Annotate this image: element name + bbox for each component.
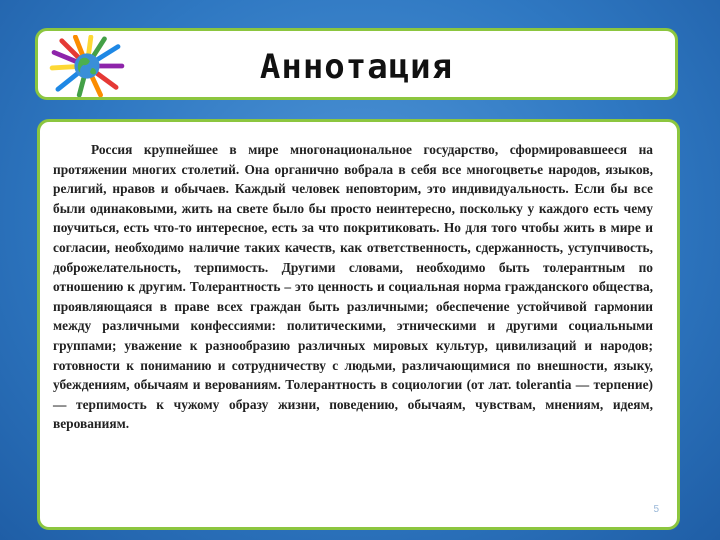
page-number: 5 xyxy=(653,504,659,515)
annotation-panel xyxy=(37,119,680,530)
annotation-text: Россия крупнейшее в мире многонациональное государство, сформировавшееся на протяжении многих столетий. Она органично вобрала в себя все многоцветье народов, языков, религий, нравов и обычаев. Каждый человек неповторим, это индивидуальность. Если бы все были одинаковыми, жить на свете было бы просто неинтересно, поскольку у каждого есть чему поучиться, есть что-то интересное, есть за что покритиковать. Но для того чтобы жить в мире и согласии, необходимо наличие таких качеств, как ответственность, сдержанность, уступчивость, доброжелательность, терпимость. Другими словами, необходимо быть толерантным по отношению к другим. Толерантность – это ценность и социальная норма гражданского общества, проявляющаяся в праве всех граждан быть различными; обеспечение устойчивой гармонии между различными конфессиями: политическими, этническими и другими социальными группами; уважение к разнообразию различных мировых культур, цивилизаций и народов; готовности к пониманию и сотрудничеству с людьми, различающимися по внешности, языку, убеждениям, обычаям и верованиям. Толерантность в социологии (от лат. tolerantia — терпение) — терпимость к чужому образу жизни, поведению, обычаям, чувствам, мнениям, идеям, верованиям. xyxy=(53,142,653,432)
page-title: Аннотация xyxy=(259,47,454,87)
title-panel xyxy=(35,28,678,100)
